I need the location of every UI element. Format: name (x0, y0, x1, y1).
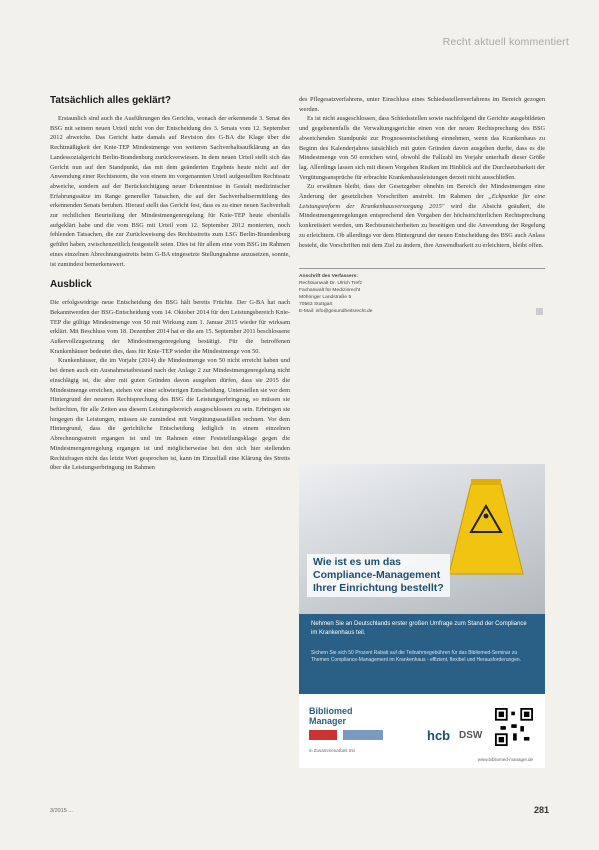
footer-issue: 3/2015 ... (50, 808, 73, 814)
end-square-icon (536, 308, 543, 315)
dsw-logo: DSW (459, 730, 483, 741)
ad-logos (299, 694, 545, 768)
address-email[interactable]: E-Mail: info@gesundheitsrecht.de (299, 309, 373, 315)
ad-url[interactable]: www.bibliomed-manager.de (477, 757, 533, 762)
ad-headline-line: Ihrer Einrichtung bestellt? (313, 582, 444, 594)
left-paragraph-2: Die erfolgswidrige neue Entscheidung des BSG hält bereits Früchte. Der G-BA hat nach Bekanntwerden der BSG-Entscheidung vom 14. Oktober 2014 für den Leistungsbereich Knie-TEP die gültige Mindestmenge von 50 mit Wirkung zum 1. Januar 2015 wieder für wirksam erklärt. Mit Beschluss vom 18. Dezember 2014 hat er die am 15. September 2011 beschlossene Außervollzugsetzung der Mindestmengenregelung bestätigt. Für die betroffenen Krankenhäuser bedeutet dies, dass für Knie-TEP wieder die Mindestmenge von 50. (50, 299, 290, 355)
paragraph-3-text-a: Zu erwähnen bleibt, dass der Gesetzgeber ohnehin im Bereich der Mindestmengen eine Änderung der gesetzlichen Vorschriften anstrebt. Im Rahmen der (299, 183, 545, 201)
section-header: Recht aktuell kommentiert (442, 36, 569, 48)
address-line: Möhringer Landstraße 5 (299, 295, 352, 301)
advertisement[interactable] (299, 464, 545, 768)
right-paragraph-2: Es ist nicht ausgeschlossen, dass Schiedsstellen sowie nachfolgend die Gerichte ausgebildeten und gegebenenfalls die Verwaltungsgerichte einen von der neuen Rechtsprechung des BSG abweichenden Standpunkt zur Prognoseentscheidung einnehmen, wenn das Krankenhaus zu Beginn des Kalenderjahres tatsächlich mit guten Gründen davon ausgehen durfte, dass es die Mindestmenge von 50 erreichen wird, obwohl die Fallzahl im Vorjahr unterhalb dieser Größe lag. Allerdings lassen sich mit diesen Vorgehen Risiken im Hinblick auf die Durchsetzbarkeit der Vergütungsansprüche für erbrachte Krankenhausleistungen derzeit nicht ausschließen. (299, 115, 545, 181)
right-paragraph-1: des Pflegesatzverfahrens, unter Einschluss eines Schiedsstellenverfahrens im Bereich gezogen werden. (299, 96, 545, 113)
heading-ausblick: Ausblick (50, 279, 92, 291)
bibliomed-logo: Bibliomed Manager (309, 706, 353, 726)
wet-floor-sign-icon (449, 476, 529, 576)
partner-logos-icon (309, 728, 419, 742)
paragraph-3-text-b: wird die Absicht geäußert, die Mindestmengenregelungen entsprechend den Vorgaben der höchstrichterlichen Rechtsprechung konkretisiert werden, um Rechtsunsicherheiten zu beseitigen und die Anwendung der Regelung zu erleichtern. Ob allerdings vor dem Hintergrund der neuen Entscheidung des BSG auch Anlass besteht, die Vorschriften mit dem Ziel zu ändern, ihre Anwendbarkeit zu erleichtern, bleibt offen. (299, 202, 546, 249)
left-column (50, 95, 290, 473)
qr-code-icon[interactable] (495, 708, 533, 746)
ad-headline-line: Wie ist es um das (313, 556, 402, 568)
address-label: Anschrift des Verfassers: (299, 274, 358, 280)
ad-detail-text: Sichern Sie sich 50 Prozent Rabatt auf die Teilnahmegebühren für das Bibliomed-Seminar zu Themen Compliance-Management im Krankenhaus - effizient, flexibel und Herausforderungen. (311, 650, 522, 663)
author-address (299, 268, 545, 315)
heading-tatsaechlich: Tatsächlich alles geklärt? (50, 95, 171, 106)
right-column (299, 95, 545, 315)
address-line: 70563 Stuttgart (299, 302, 333, 308)
ad-lead-text: Nehmen Sie an Deutschlands erster großen Umfrage zum Stand der Compliance im Krankenhaus teil. (311, 621, 527, 636)
partner-note: in Zusammenarbeit mit (309, 748, 355, 753)
ad-headline-line: Compliance-Management (313, 569, 441, 581)
ad-info-box (299, 614, 545, 694)
address-line: Rechtsanwalt Dr. Ulrich Trefz (299, 281, 363, 287)
eckpunkte-title: „Eckpunkte für eine Leistungsreform der Krankenhausversorgung 2015" (299, 193, 545, 210)
address-line: Fachanwalt für Medizinrecht (299, 288, 361, 294)
ad-headline (307, 554, 450, 597)
page-number: 281 (533, 805, 549, 815)
right-paragraph-3 (299, 182, 545, 250)
left-paragraph-1: Erstaunlich sind auch die Ausführungen des Gerichts, wonach der erkennende 3. Senat des BSG mit seinem neuen Urteil nicht von der Entscheidung des 3. Senats vom 12. September 2012 abweiche. Das Gericht hatte damals auf Revision des G-BA die Klage über die Rechtmäßigkeit der Knie-TEP Mindestmenge von weiteren Sachverhaltsaufklärung an das Landessozialgericht Berlin-Brandenburg zurückverwiesen. In dem neuen Urteil stellt sich das Gericht nun auf den Standpunkt, das mit dem geänderten Ergebnis heute nicht auf der Anwendung einer Rechtsnorm, die von einem im vorgenannten Urteil aufgestellten Rechtssatz abweiche, sondern auf der Berücksichtigung neuer Erkenntnisse in Gestalt medizinischer Erfahrungssätze im Range genereller Tatsachen, die auf der Sachverhaltsermittlung des erkennenden Senats beruhen. Hierauf stellt das Gericht fest, dass es zu einer neuen Sachverhalt zur rechtlichen Beurteilung der Mindestmengenregelung für Knie-TEP heute ebenfalls aufgeklärt habe und die vom BSG mit Urteil vom 12. September 2012 monierten, noch fehlenden Tatsachen, die zur Zurückweisung des Rechtsstreits zum LSG Berlin-Brandenburg geführt haben, zwischenzeitlich festgestellt seien. Dies ist für allem eine vom BSG im Rahmen eines einzelnen Abrechnungsstreits beim G-BA eingesetzte Stellungnahme anzusetzen, sonnte, ist zumindest bemerkenswert. (50, 115, 290, 268)
hcb-logo: hcb (427, 728, 451, 743)
left-paragraph-3: Krankenhäuser, die im Vorjahr (2014) die Mindestmenge von 50 nicht erreicht haben und bei denen auch ein Ausnahmetatbestand nach der Anlage 2 zur Mindestmengenregelung nicht einschlägig ist, die aber mit guten Gründen davon ausgehen dürfen, dass sie 2015 die Mindestmenge erreichen, stehen vor einer schwierigen Entscheidung. Unterstellen sie vor dem Hintergrund der neueren Rechtsprechung des BSG die Leistungserbringung, so müssen sie befürchten, für alle Zeiten aus diesem Leistungsbereich ausgeschlossen zu sein. Erbringen sie hingegen die Leistungen, müssen sie zumindest mit Vergütungsausfällen rechnen. Vor dem Hintergrund, dass die gerichtliche Entscheidung lediglich in einem einzelnen Abrechnungsstreit ergangen ist und im Rahmen einer Feststellungsklage gegen die Mindestmengenregelung ergangen ist und möglicherweise bei den sich hier stellenden Rechtsfragen nicht das letzte Wort gesprochen ist, kann im Einzelfall eine Klärung des Streits über die Leistungserbringung im Rahmen (50, 357, 290, 472)
